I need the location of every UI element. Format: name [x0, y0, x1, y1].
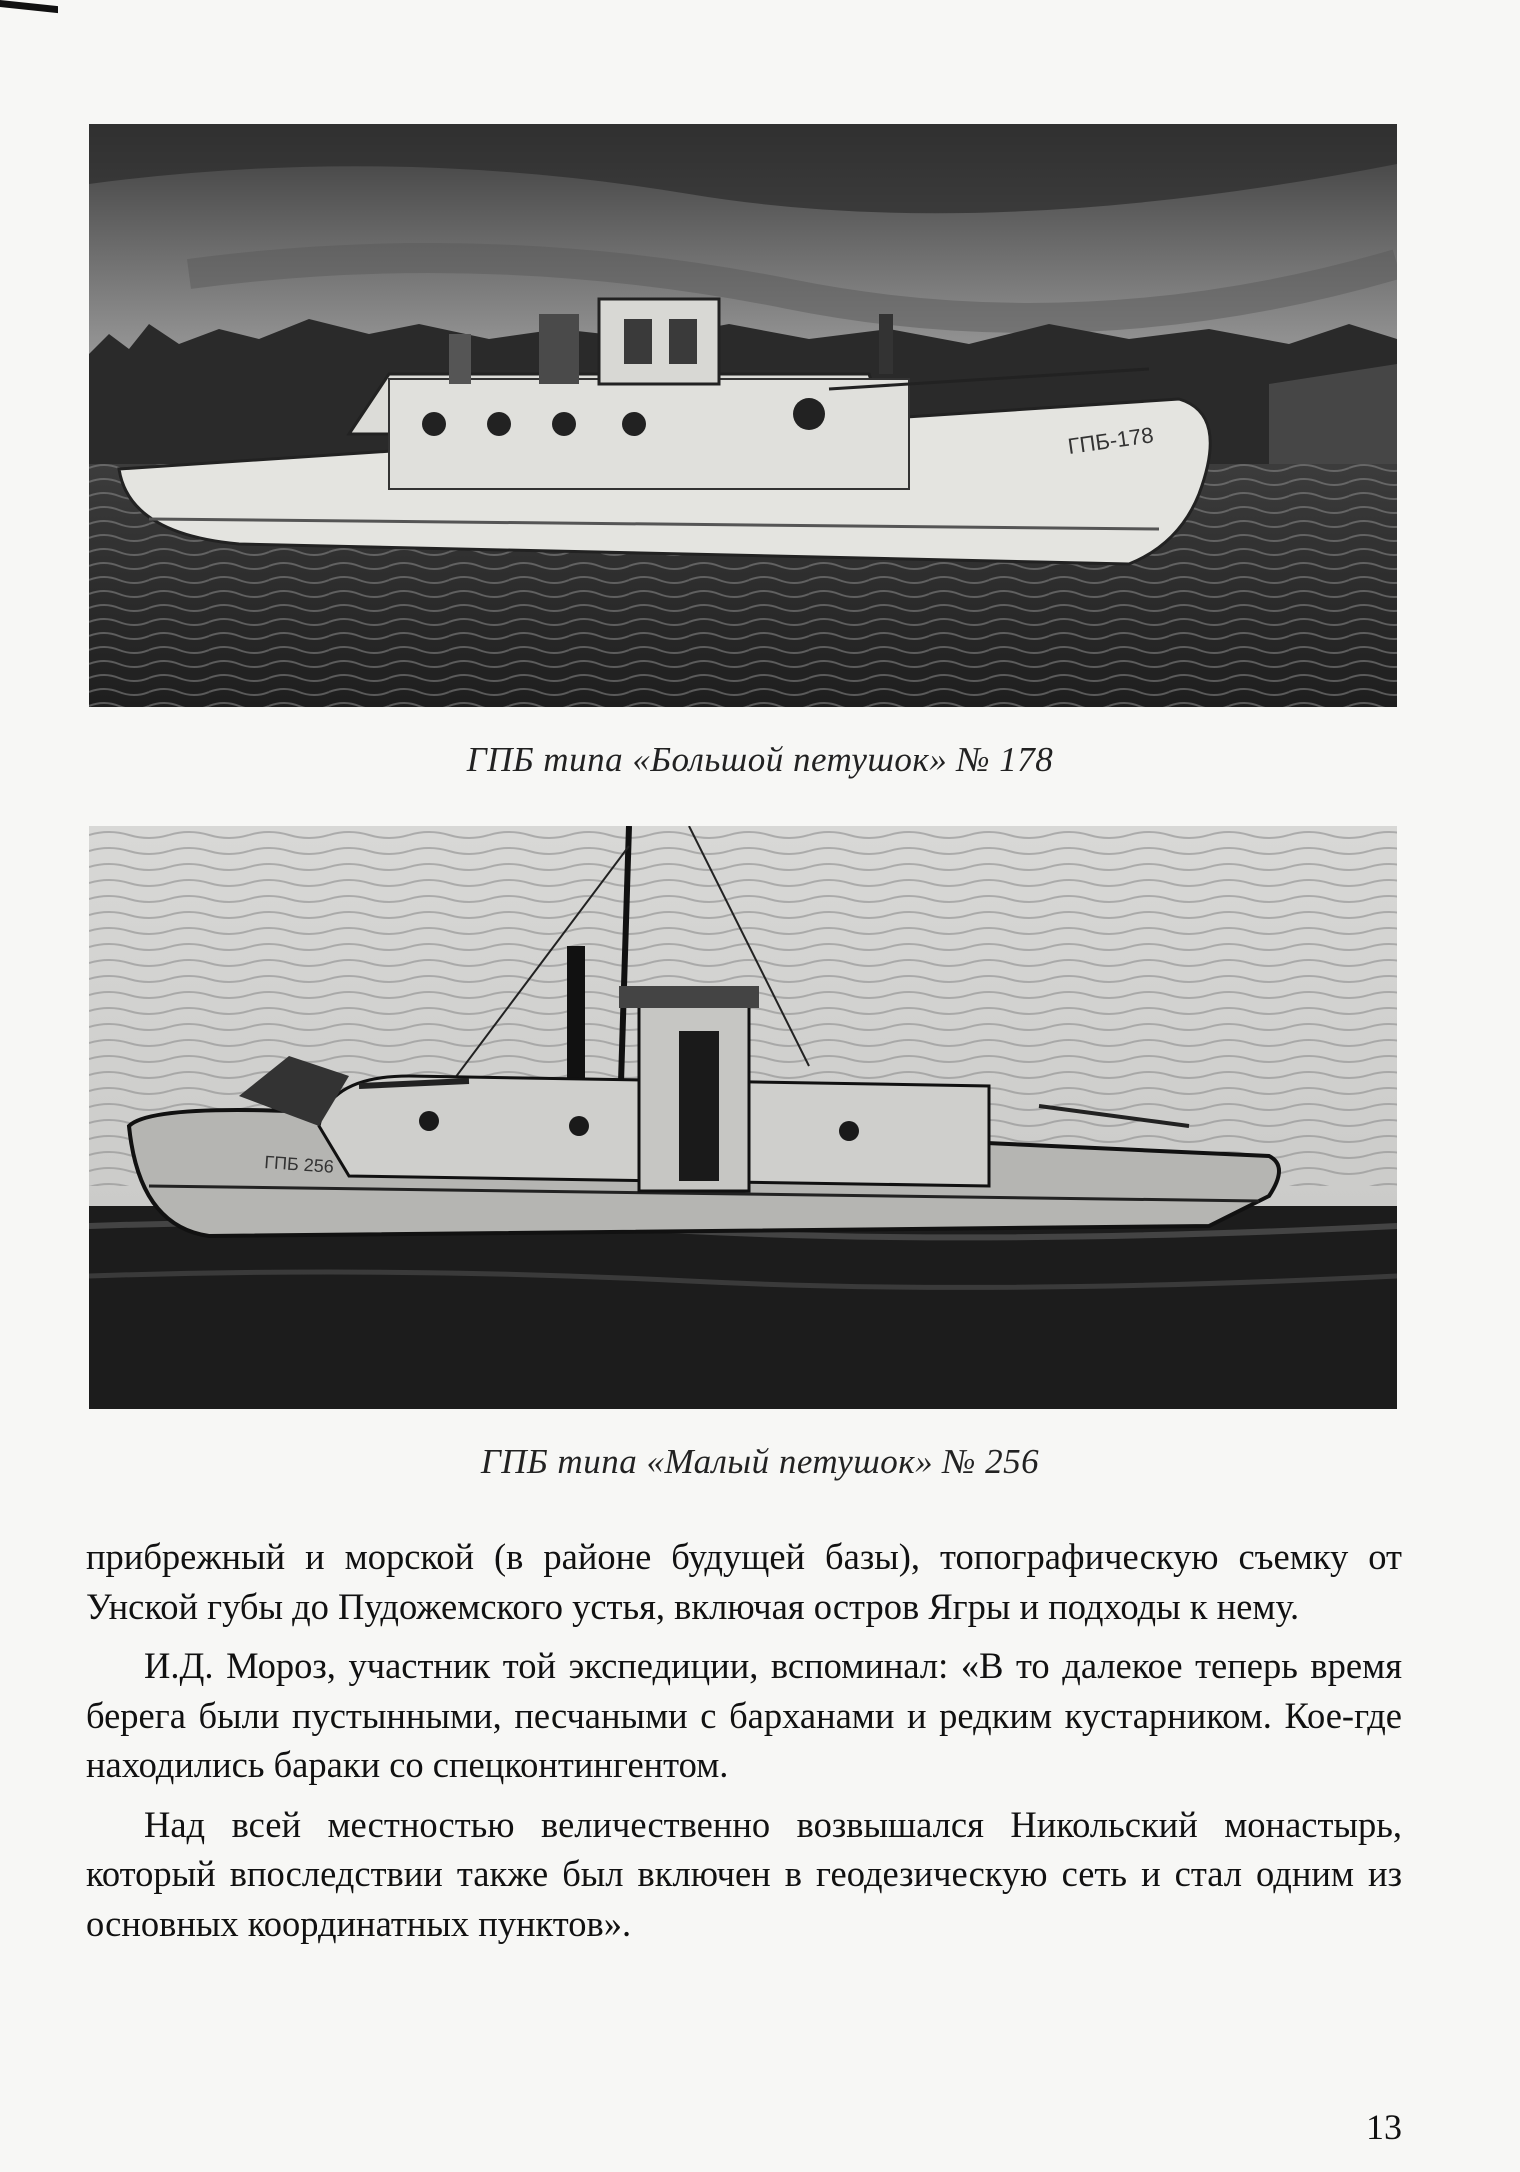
figure-caption-2: ГПБ типа «Малый петушок» № 256: [480, 1442, 1040, 1481]
hull-marking-178: ГПБ-178: [1066, 422, 1156, 459]
paragraph-2: И.Д. Мороз, участник той экспедиции, вспоминал: «В то далекое теперь время берега были пустынными, песчаными с барханами и редким кустарником. Кое-где находились бараки со спецконтингентом.: [86, 1645, 1402, 1785]
figure-caption-1: ГПБ типа «Большой петушок» № 178: [466, 740, 1054, 779]
hull-marking-256: ГПБ 256: [263, 1152, 335, 1177]
paragraph-1: прибрежный и морской (в районе будущей базы), топографическую съемку от Унской губы до Пудожемского устья, включая остров Ягры и подходы к нему.: [86, 1536, 1402, 1627]
scan-edge-mark: [0, 0, 58, 13]
body-text: [86, 1532, 1402, 1958]
photo-boat-gpb-256: [89, 826, 1397, 1409]
paragraph-3: Над всей местностью величественно возвышался Никольский монастырь, который впоследствии также был включен в геодезическую сеть и стал одним из основных координатных пунктов».: [86, 1803, 1402, 1944]
photo-boat-gpb-178: [89, 124, 1397, 707]
page-number: 13: [1366, 2107, 1402, 2147]
